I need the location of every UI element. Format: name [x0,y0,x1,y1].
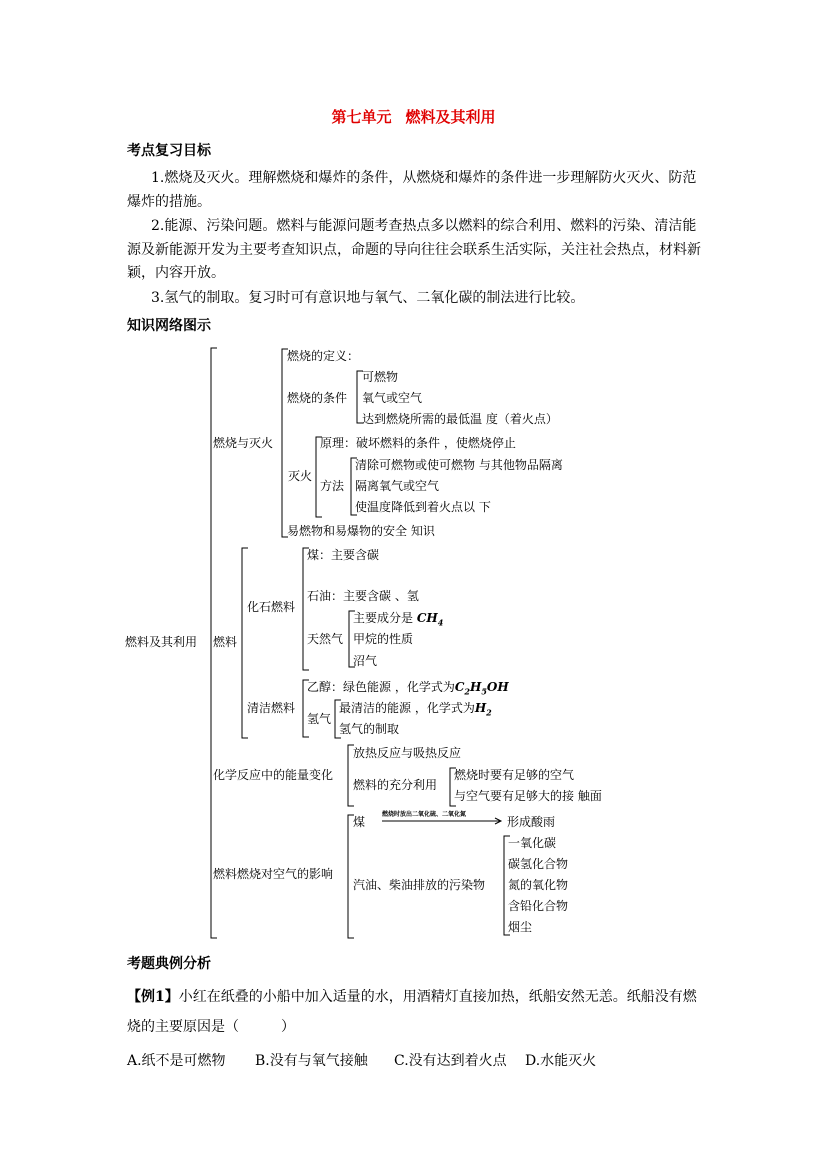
node-method: 方法 [320,479,345,493]
unit-topic: 燃料及其利用 [405,108,496,126]
condition-item: 可燃物 [362,370,399,384]
example-heading: 考题典例分析 [127,956,211,972]
map-root: 燃料及其利用 [125,635,198,649]
gas-item: 沼气 [353,654,378,668]
pollutant-item: 含铅化合物 [508,899,569,913]
method-item: 清除可燃物或使可燃物 与其他物品隔离 [355,458,563,472]
arrow-label: 燃烧时放出二氧化硫、二氧化氮 [382,811,467,818]
fossil-coal: 煤：主要含碳 [307,548,380,562]
example-question: 【例1】小红在纸叠的小船中加入适量的水，用酒精灯直接加热，纸船安然无恙。纸船没有燃烧的主要原因是（ ） [127,989,697,1035]
gas-item: 甲烷的性质 [353,632,414,646]
formula-ethanol: $C_2H_5OH$ [454,680,509,697]
method-item: 隔离氧气或空气 [355,479,440,493]
combustion-safety: 易燃物和易爆物的安全 知识 [287,524,435,538]
hydrogen-clean: 最清洁的能源 ，化学式为$H_2$ [339,701,492,718]
review-item-1: 1.燃烧及灭火。理解燃烧和爆炸的条件，从燃烧和爆炸的条件进一步理解防火灭火、防范爆炸的措施。 [127,170,697,210]
clean-ethanol: 乙醇：绿色能源 ，化学式为$C_2H_5OH$ [307,680,509,697]
pollutant-item: 氮的氧化物 [508,878,569,892]
extinguish-principle: 原理：破坏燃料的条件 ，使燃烧停止 [320,436,516,450]
node-combustion: 燃烧与灭火 [213,436,274,450]
condition-item: 氧气或空气 [362,391,423,405]
node-extinguish: 灭火 [288,469,313,483]
pollutant-item: 烟尘 [508,920,533,934]
method-item: 使温度降低到着火点以 下 [355,500,491,514]
air-coal: 煤 [353,815,366,829]
node-combustion-conditions: 燃烧的条件 [287,391,348,405]
node-air-impact: 燃料燃烧对空气的影响 [213,867,334,881]
map-heading: 知识网络图示 [127,318,211,334]
node-natural-gas: 天然气 [307,632,344,646]
node-clean-fuel: 清洁燃料 [247,701,296,715]
formula-h2: $H_2$ [474,701,492,718]
pollutant-item: 一氧化碳 [508,836,557,850]
condition-item: 达到燃烧所需的最低温 度（着火点） [362,412,558,426]
node-hydrogen: 氢气 [307,712,332,726]
full-use-item: 燃烧时要有足够的空气 [454,768,575,782]
fossil-oil: 石油：主要含碳 、氢 [307,589,419,603]
node-fuel: 燃料 [213,635,238,649]
review-heading: 考点复习目标 [127,143,211,159]
option-c[interactable]: C.没有达到着火点 [394,1053,507,1069]
example-tag: 【例1】 [127,989,179,1005]
node-full-use: 燃料的充分利用 [353,778,438,792]
option-a[interactable]: A.纸不是可燃物 [127,1053,226,1069]
node-fossil-fuel: 化石燃料 [247,600,296,614]
node-combustion-definition: 燃烧的定义： [287,349,360,363]
node-energy: 化学反应中的能量变化 [213,768,334,782]
review-item-2: 2.能源、污染问题。燃料与能源问题考查热点多以燃料的综合利用、燃料的污染、清洁能源及新能源开发为主要考查知识点，命题的导向往往会联系生活实际，关注社会热点，材料新颖，内容开放。 [127,218,701,281]
unit-number: 第七单元 [331,108,392,126]
acid-rain: 形成酸雨 [507,815,556,829]
full-use-item: 与空气要有足够大的接 触面 [454,789,602,803]
option-b[interactable]: B.没有与氧气接触 [255,1053,368,1069]
energy-heat: 放热反应与吸热反应 [353,746,462,760]
pollutant-item: 碳氢化合物 [508,857,569,871]
exhaust-pollutants: 汽油、柴油排放的污染物 [353,878,486,892]
formula-ch4: $CH_4$ [416,611,444,628]
option-d[interactable]: D.水能灭火 [525,1053,597,1069]
gas-main-component: 主要成分是 $CH_4$ [353,611,444,628]
hydrogen-prep: 氢气的制取 [339,722,400,736]
review-item-3: 3.氢气的制取。复习时可有意识地与氧气、二氧化碳的制法进行比较。 [151,290,585,306]
